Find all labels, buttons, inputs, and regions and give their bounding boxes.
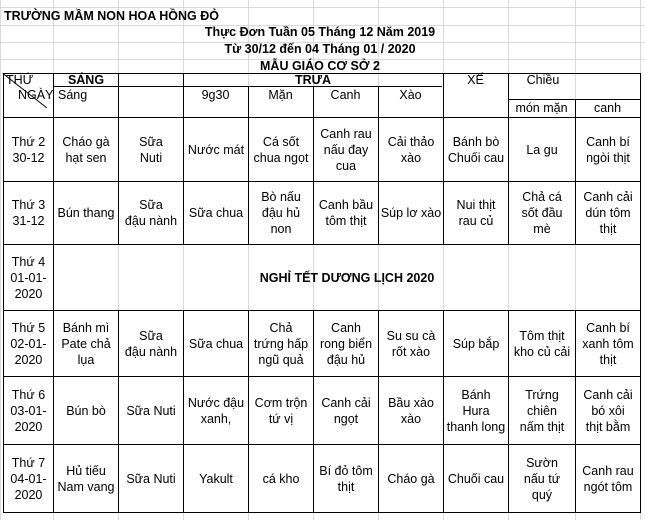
menu-cell: Sữa Nuti xyxy=(126,403,176,418)
header-day: THỨ xyxy=(6,73,34,87)
menu-cell: Bánh mì Pate chả lụa xyxy=(61,320,111,367)
menu-cell: Sữa đậu nành xyxy=(124,198,178,228)
menu-cell: Bún thang xyxy=(57,206,115,220)
menu-cell: Cháo gà xyxy=(387,471,435,486)
menu-cell: Trứng chiên nấm thịt xyxy=(519,387,565,434)
menu-cell: Sườn nấu tứ quý xyxy=(523,455,561,502)
day-cell: Thứ 7 04-01- 2020 xyxy=(10,455,47,502)
menu-cell: Bí đỏ tôm thịt xyxy=(319,463,373,494)
menu-cell: Canh rong biển đậu hủ xyxy=(319,320,373,367)
header-stirfry: Xào xyxy=(399,88,422,102)
menu-cell: Chả trứng hấp ngũ quả xyxy=(253,320,309,367)
header-afternoon-group: Chiều xyxy=(526,73,560,87)
campus-label: MẪU GIÁO CƠ SỞ 2 xyxy=(260,59,380,73)
menu-cell: Bánh bò Chuối cau xyxy=(447,134,505,165)
menu-cell: Sữa Nuti xyxy=(126,471,176,486)
menu-cell: Bầu xào xào xyxy=(388,395,434,426)
menu-cell: Canh bầu tôm thịt xyxy=(318,198,374,228)
menu-cell: Sữa Nuti xyxy=(139,134,163,165)
menu-cell: Bánh Hura thanh long xyxy=(446,387,506,434)
header-xe: XẾ xyxy=(467,73,484,87)
date-range: Từ 30/12 đến 04 Tháng 01 / 2020 xyxy=(224,42,416,56)
header-morning-group: SÁNG xyxy=(67,73,105,87)
school-name: TRƯỜNG MẦM NON HOA HỒNG ĐỎ xyxy=(4,9,220,23)
header-salty: Mặn xyxy=(268,88,293,102)
menu-cell: Canh bí ngòi thịt xyxy=(586,134,630,165)
menu-cell: Hủ tiếu Nam vang xyxy=(57,463,115,494)
day-cell: Thứ 3 31-12 xyxy=(11,198,46,228)
day-cell: Thứ 5 02-01- 2020 xyxy=(10,320,47,367)
menu-cell: Sữa đậu nành xyxy=(124,328,178,359)
menu-cell: Tôm thịt kho củ cải xyxy=(513,328,571,359)
day-cell: Thứ 2 30-12 xyxy=(11,134,46,165)
menu-cell: Canh rau nấu đay cua xyxy=(320,126,372,173)
menu-cell: Cải thảo xào xyxy=(387,134,435,165)
header-date: NGÀY xyxy=(18,88,54,102)
menu-cell: Sữa chua xyxy=(188,336,244,351)
header-snack-930: 9g30 xyxy=(201,88,230,102)
menu-cell: Nui thịt rau củ xyxy=(456,198,496,228)
day-cell: Thứ 4 01-01- 2020 xyxy=(10,254,47,301)
menu-cell: Bún bò xyxy=(66,403,106,418)
menu-cell: Súp lơ xào xyxy=(380,206,442,220)
menu-cell: Yakult xyxy=(199,471,233,486)
menu-cell: Canh cải dún tôm thịt xyxy=(583,190,633,236)
menu-cell: Cá sốt chua ngọt xyxy=(253,134,309,165)
menu-cell: Canh cải bó xôi thịt bằm xyxy=(583,387,633,434)
menu-cell: Canh cải ngọt xyxy=(321,395,371,426)
header-morning: Sáng xyxy=(58,88,88,102)
menu-cell: La gu xyxy=(526,142,558,157)
menu-cell: Canh bí xanh tôm thịt xyxy=(582,320,634,367)
header-soup: Canh xyxy=(330,88,361,102)
menu-cell: Cơm trộn tứ vị xyxy=(254,395,308,426)
menu-cell: Nước mát xyxy=(187,142,245,157)
header-afternoon-soup: canh xyxy=(593,101,622,115)
menu-cell: Chả cá sốt đầu mè xyxy=(521,190,563,236)
menu-cell: Canh rau ngót tôm xyxy=(582,463,634,494)
header-afternoon-salty: món mặn xyxy=(515,101,568,115)
menu-cell: Cháo gà hạt sen xyxy=(62,134,110,165)
menu-cell: Sữa chua xyxy=(188,206,244,220)
header-noon-group: TRƯA xyxy=(294,73,332,87)
menu-cell: Chuối cau xyxy=(447,471,505,486)
menu-cell: Bò nấu đậu hủ non xyxy=(261,190,301,236)
day-cell: Thứ 6 03-01- 2020 xyxy=(10,387,47,434)
menu-cell: cá kho xyxy=(262,471,300,486)
menu-cell: Su su cà rốt xào xyxy=(386,328,436,359)
menu-cell: Súp bắp xyxy=(452,336,500,351)
menu-title: Thực Đơn Tuần 05 Tháng 12 Năm 2019 xyxy=(204,25,436,39)
menu-cell: Nước đậu xanh, xyxy=(187,395,245,426)
holiday-banner: NGHỈ TẾT DƯƠNG LỊCH 2020 xyxy=(259,270,435,285)
